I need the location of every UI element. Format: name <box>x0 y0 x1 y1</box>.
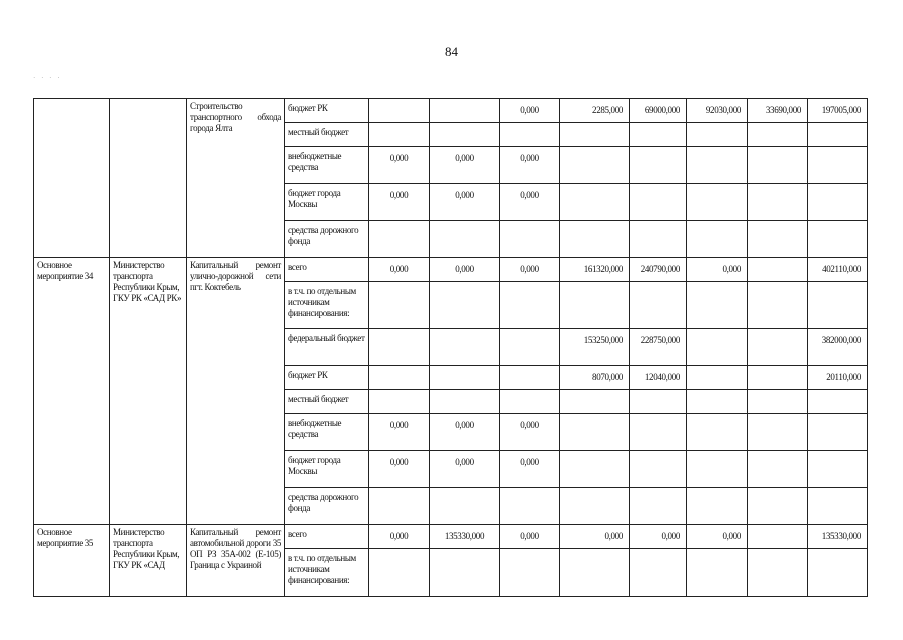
value-cell <box>687 549 748 597</box>
value-cell: 228750,000 <box>630 329 687 366</box>
value-cell: 135330,000 <box>808 525 868 549</box>
financing-table <box>33 98 868 597</box>
value-cell <box>560 147 630 184</box>
value-cell <box>748 414 808 451</box>
value-cell: 0,000 <box>500 258 560 282</box>
value-cell <box>560 282 630 329</box>
funding-source-cell: внебюджетные средства <box>285 147 369 184</box>
value-cell <box>430 329 500 366</box>
value-cell: 0,000 <box>560 525 630 549</box>
value-cell <box>500 221 560 258</box>
executor-cell: Министерство транспорта Республики Крым, ГКУ РК «САД РК» <box>110 258 187 525</box>
value-cell <box>687 221 748 258</box>
value-cell: 135330,000 <box>430 525 500 549</box>
funding-source-cell: местный бюджет <box>285 390 369 414</box>
value-cell <box>560 414 630 451</box>
value-cell: 0,000 <box>500 451 560 488</box>
funding-source-cell: местный бюджет <box>285 123 369 147</box>
value-cell <box>748 549 808 597</box>
value-cell <box>500 366 560 390</box>
value-cell <box>808 221 868 258</box>
value-cell <box>630 390 687 414</box>
value-cell <box>560 184 630 221</box>
table-row <box>34 99 868 123</box>
description-cell: Капитальный ремонт улично-дорожной сети пгт. Коктебель <box>187 258 285 525</box>
value-cell <box>808 123 868 147</box>
value-cell <box>687 390 748 414</box>
value-cell <box>630 549 687 597</box>
value-cell <box>430 123 500 147</box>
value-cell: 0,000 <box>430 258 500 282</box>
value-cell <box>500 549 560 597</box>
executor-cell <box>110 99 187 258</box>
value-cell: 33690,000 <box>748 99 808 123</box>
value-cell: 0,000 <box>500 147 560 184</box>
value-cell <box>500 329 560 366</box>
value-cell <box>560 549 630 597</box>
funding-source-cell: средства дорожного фонда <box>285 488 369 525</box>
value-cell <box>748 366 808 390</box>
event-cell <box>34 99 110 258</box>
value-cell: 0,000 <box>430 414 500 451</box>
value-cell <box>748 390 808 414</box>
value-cell <box>687 366 748 390</box>
value-cell: 0,000 <box>430 184 500 221</box>
value-cell <box>560 451 630 488</box>
value-cell <box>687 282 748 329</box>
value-cell <box>430 99 500 123</box>
value-cell <box>630 488 687 525</box>
value-cell: 0,000 <box>369 525 430 549</box>
value-cell <box>630 147 687 184</box>
value-cell: 382000,000 <box>808 329 868 366</box>
value-cell <box>687 488 748 525</box>
value-cell: 0,000 <box>500 414 560 451</box>
description-cell: Капитальный ремонт автомобильной дороги 35 ОП РЗ 35А-002 (Е-105) Граница с Украиной <box>187 525 285 597</box>
funding-source-cell: внебюджетные средства <box>285 414 369 451</box>
value-cell <box>630 184 687 221</box>
page-number: 84 <box>445 44 458 59</box>
value-cell <box>500 282 560 329</box>
value-cell <box>808 147 868 184</box>
value-cell <box>748 525 808 549</box>
event-cell: Основное мероприятие 35 <box>34 525 110 597</box>
value-cell: 0,000 <box>369 184 430 221</box>
value-cell <box>369 390 430 414</box>
value-cell <box>748 451 808 488</box>
value-cell <box>560 390 630 414</box>
value-cell: 0,000 <box>430 451 500 488</box>
value-cell <box>630 451 687 488</box>
value-cell <box>748 258 808 282</box>
value-cell: 0,000 <box>500 184 560 221</box>
value-cell: 161320,000 <box>560 258 630 282</box>
value-cell <box>369 549 430 597</box>
value-cell: 153250,000 <box>560 329 630 366</box>
value-cell: 20110,000 <box>808 366 868 390</box>
value-cell: 2285,000 <box>560 99 630 123</box>
value-cell <box>748 123 808 147</box>
value-cell <box>500 488 560 525</box>
value-cell <box>808 390 868 414</box>
value-cell <box>748 329 808 366</box>
value-cell <box>560 221 630 258</box>
event-cell: Основное мероприятие 34 <box>34 258 110 525</box>
value-cell <box>500 390 560 414</box>
value-cell <box>630 282 687 329</box>
value-cell: 0,000 <box>430 147 500 184</box>
value-cell: 0,000 <box>630 525 687 549</box>
value-cell <box>369 366 430 390</box>
description-cell: Строительство транспортного обхода города Ялта <box>187 99 285 258</box>
value-cell <box>500 123 560 147</box>
value-cell <box>430 549 500 597</box>
table-body <box>34 99 868 597</box>
value-cell: 0,000 <box>369 147 430 184</box>
funding-source-cell: бюджет города Москвы <box>285 451 369 488</box>
value-cell <box>369 99 430 123</box>
table-row <box>34 258 868 282</box>
table-row <box>34 525 868 549</box>
funding-source-cell: бюджет РК <box>285 99 369 123</box>
value-cell <box>808 451 868 488</box>
funding-source-cell: бюджет РК <box>285 366 369 390</box>
value-cell: 402110,000 <box>808 258 868 282</box>
value-cell <box>369 488 430 525</box>
value-cell: 0,000 <box>500 99 560 123</box>
value-cell <box>748 184 808 221</box>
value-cell: 12040,000 <box>630 366 687 390</box>
value-cell: 197005,000 <box>808 99 868 123</box>
value-cell <box>369 123 430 147</box>
value-cell: 0,000 <box>687 525 748 549</box>
value-cell: 240790,000 <box>630 258 687 282</box>
funding-source-cell: бюджет города Москвы <box>285 184 369 221</box>
value-cell <box>808 184 868 221</box>
value-cell <box>748 282 808 329</box>
scan-specks: · · · · <box>33 74 62 82</box>
value-cell <box>687 123 748 147</box>
value-cell <box>369 282 430 329</box>
value-cell <box>430 488 500 525</box>
value-cell <box>748 221 808 258</box>
value-cell <box>808 282 868 329</box>
value-cell <box>687 147 748 184</box>
value-cell <box>808 549 868 597</box>
value-cell: 69000,000 <box>630 99 687 123</box>
value-cell: 92030,000 <box>687 99 748 123</box>
value-cell <box>560 123 630 147</box>
value-cell <box>369 221 430 258</box>
value-cell: 0,000 <box>500 525 560 549</box>
value-cell <box>430 221 500 258</box>
value-cell <box>369 329 430 366</box>
value-cell <box>430 366 500 390</box>
funding-source-cell: федеральный бюджет <box>285 329 369 366</box>
value-cell <box>560 488 630 525</box>
funding-source-cell: всего <box>285 258 369 282</box>
funding-source-cell: средства дорожного фонда <box>285 221 369 258</box>
value-cell: 0,000 <box>687 258 748 282</box>
value-cell <box>630 221 687 258</box>
value-cell <box>630 414 687 451</box>
value-cell: 0,000 <box>369 451 430 488</box>
funding-source-cell: в т.ч. по отдельным источникам финансирования: <box>285 282 369 329</box>
executor-cell: Министерство транспорта Республики Крым, ГКУ РК «САД <box>110 525 187 597</box>
value-cell <box>687 414 748 451</box>
value-cell <box>748 488 808 525</box>
funding-source-cell: всего <box>285 525 369 549</box>
value-cell <box>687 451 748 488</box>
value-cell <box>687 329 748 366</box>
value-cell <box>430 282 500 329</box>
value-cell <box>430 390 500 414</box>
value-cell <box>630 123 687 147</box>
value-cell <box>808 414 868 451</box>
funding-source-cell: в т.ч. по отдельным источникам финансирования: <box>285 549 369 597</box>
value-cell <box>808 488 868 525</box>
value-cell <box>748 147 808 184</box>
value-cell: 0,000 <box>369 414 430 451</box>
value-cell: 8070,000 <box>560 366 630 390</box>
value-cell <box>687 184 748 221</box>
value-cell: 0,000 <box>369 258 430 282</box>
